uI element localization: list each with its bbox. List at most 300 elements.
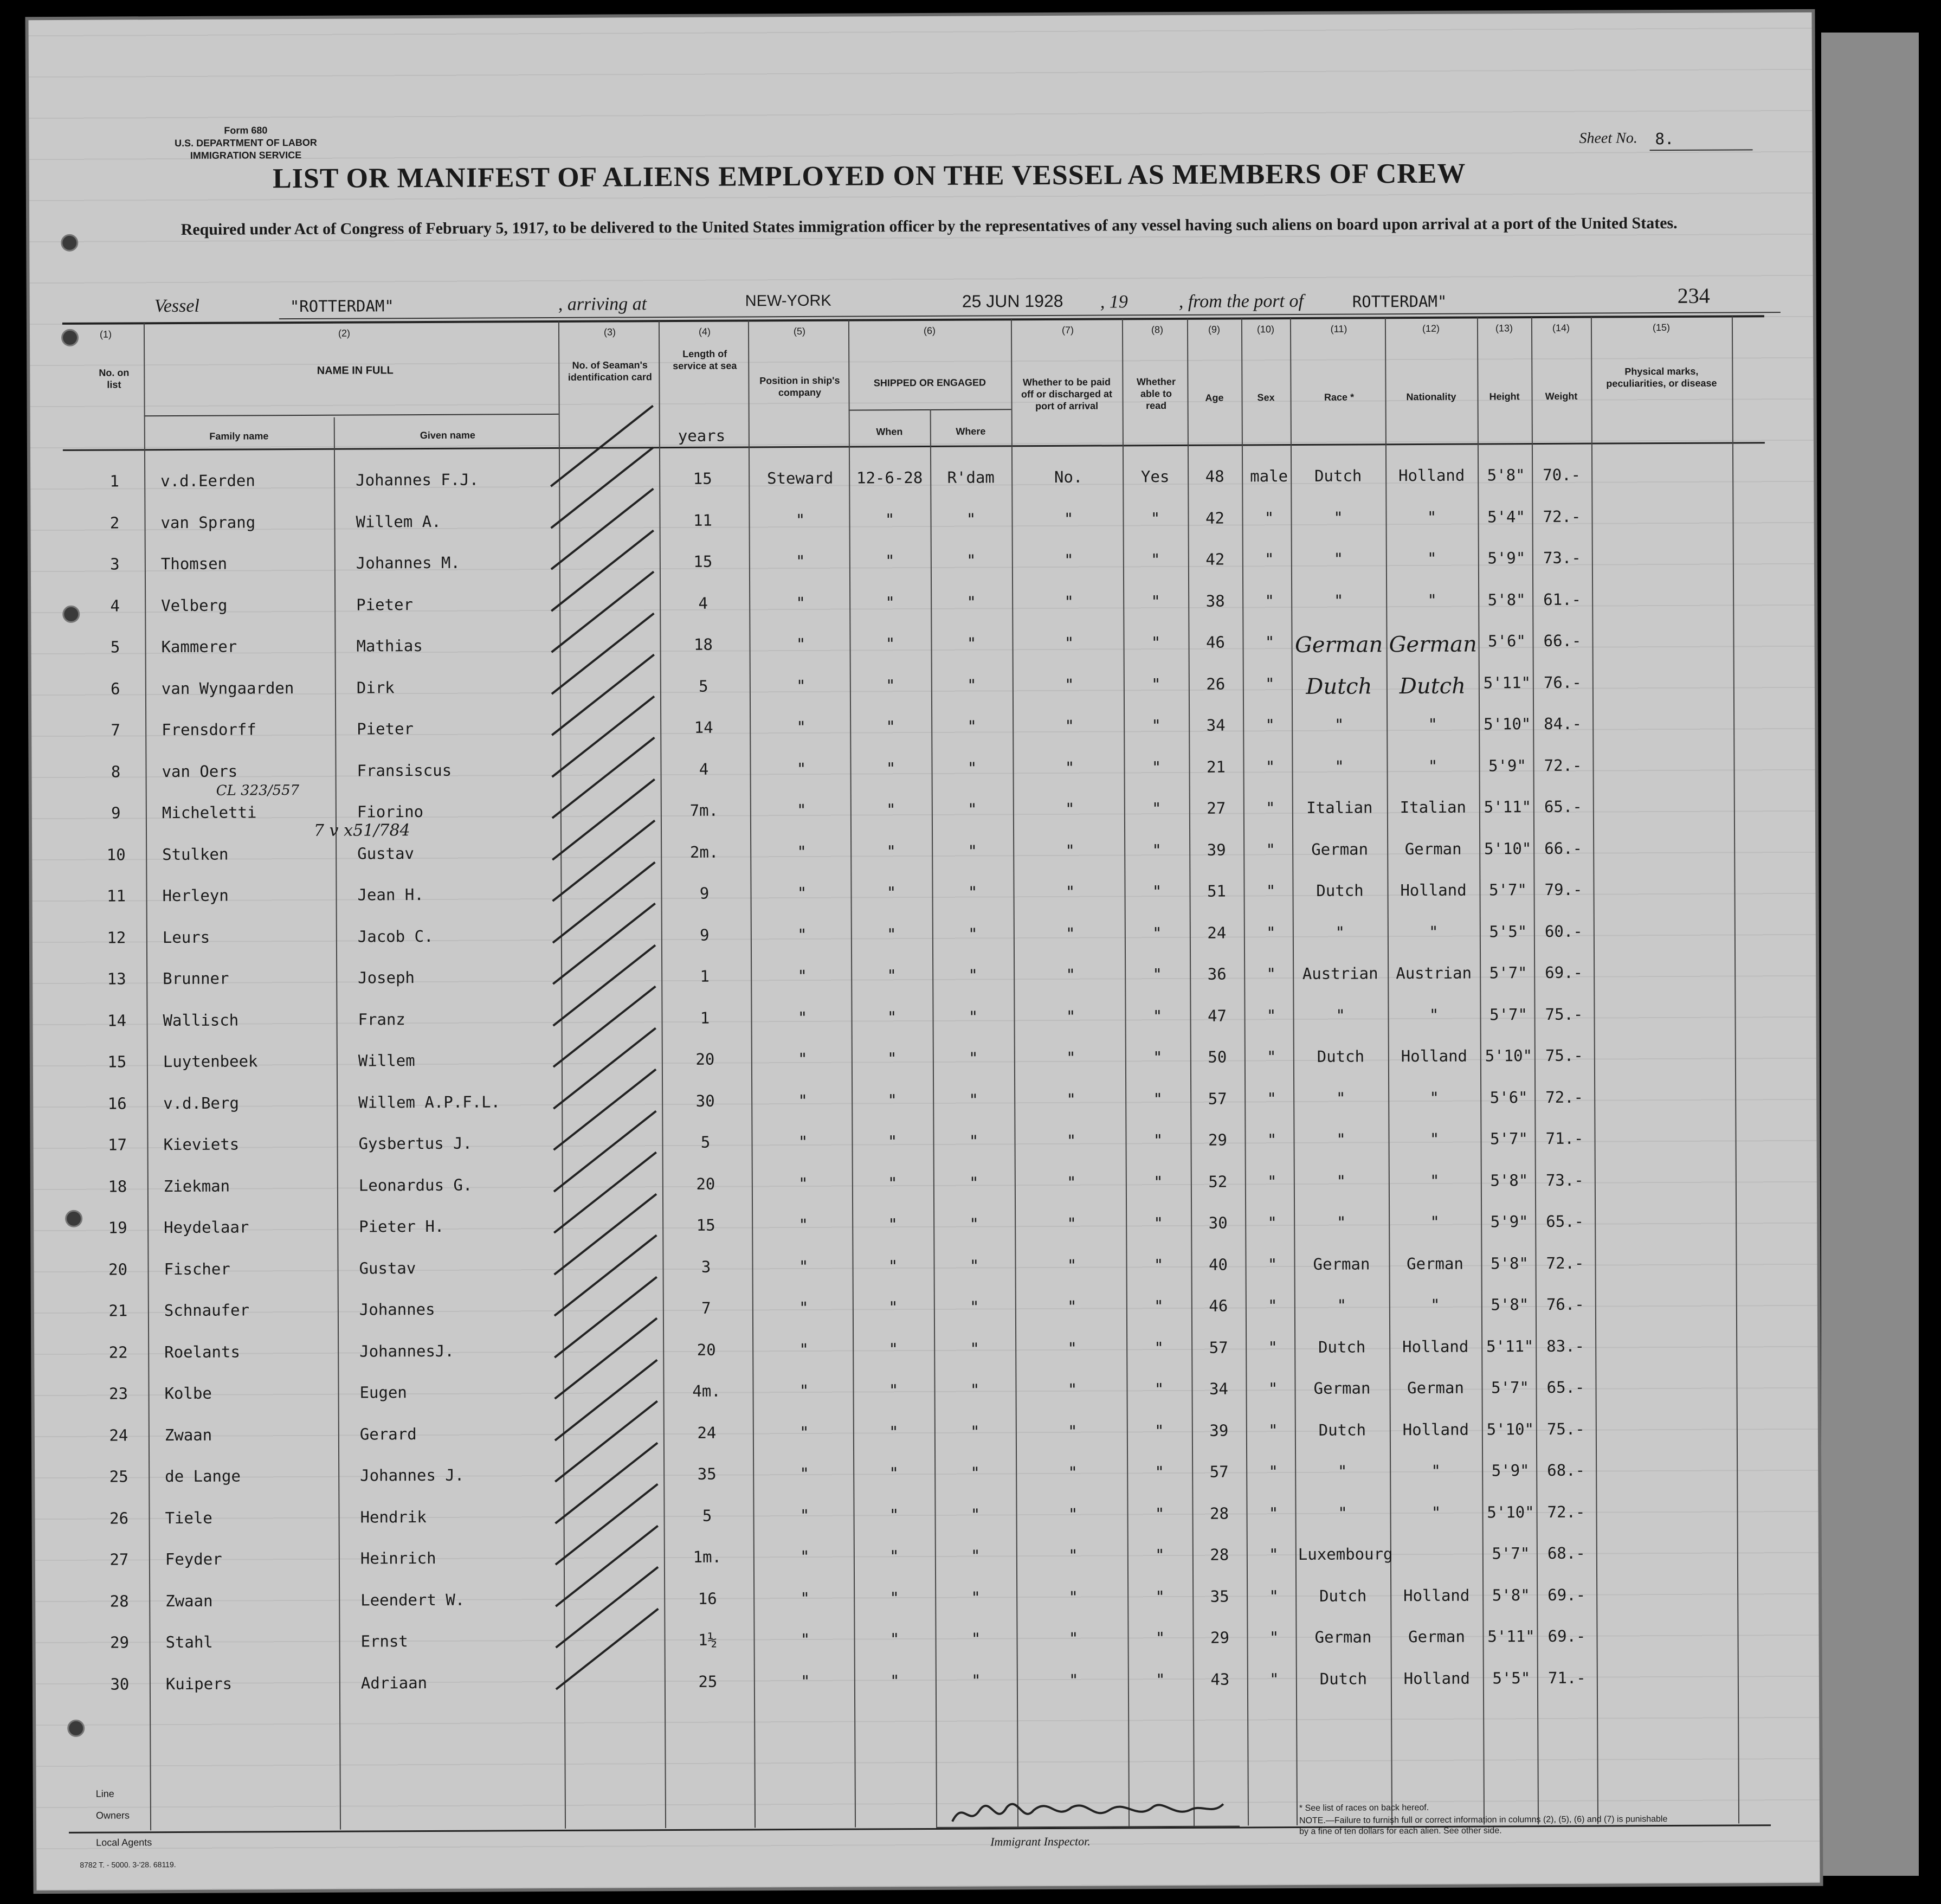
row-number: 28 [109, 1591, 129, 1611]
race: " [1336, 1006, 1345, 1025]
page-title: LIST OR MANIFEST OF ALIENS EMPLOYED ON THE VESSEL AS MEMBERS OF CREW [272, 158, 1466, 195]
shipped-where: " [970, 1505, 981, 1524]
shipped-when: " [888, 1173, 898, 1192]
shipped-when: " [886, 800, 896, 819]
able-to-read: " [1155, 1421, 1164, 1440]
age: 34 [1206, 716, 1226, 735]
paid-off: " [1066, 1007, 1076, 1026]
length-service: 9 [700, 925, 710, 944]
age: 57 [1209, 1462, 1229, 1481]
seaman-id-check-stroke [553, 1027, 656, 1109]
form-number: Form 680 [224, 125, 268, 136]
family-name: Herleyn [162, 886, 229, 905]
height: 5'7" [1490, 1129, 1529, 1148]
position: " [801, 1671, 810, 1690]
header-nationality: Nationality [1406, 391, 1456, 403]
vessel-name: "ROTTERDAM" [289, 297, 394, 316]
nationality: " [1431, 1461, 1441, 1480]
race: " [1336, 1130, 1346, 1149]
able-to-read: " [1152, 799, 1162, 818]
nationality: Holland [1401, 1046, 1468, 1066]
height: 5'11" [1487, 1627, 1535, 1646]
position: " [797, 842, 807, 861]
shipped-where: " [970, 1422, 980, 1441]
age: 40 [1208, 1255, 1228, 1274]
family-name: Roelants [164, 1342, 240, 1361]
weight: 75.- [1545, 1046, 1583, 1065]
col-num: (7) [1061, 324, 1074, 336]
seaman-id-check-stroke [554, 1359, 658, 1441]
position: " [799, 1381, 809, 1400]
age: 38 [1205, 591, 1225, 610]
family-name: Kolbe [164, 1384, 212, 1403]
footer-print-code: 8782 T. - 5000. 3-'28. 68119. [80, 1860, 176, 1869]
race: " [1333, 549, 1344, 568]
position: " [796, 717, 806, 737]
weight: 79.- [1544, 880, 1583, 899]
header-sex: Sex [1257, 392, 1275, 403]
length-service: 4m. [692, 1381, 721, 1400]
family-name: Heydelaar [164, 1218, 249, 1237]
shipped-where: " [970, 1463, 981, 1482]
height: 5'10" [1487, 1502, 1534, 1521]
able-to-read: " [1153, 1089, 1163, 1108]
family-name: Schnaufer [164, 1301, 250, 1320]
weight: 83.- [1546, 1336, 1585, 1355]
seaman-id-check-stroke [554, 1234, 657, 1317]
race: Dutch [1319, 1586, 1367, 1605]
given-name: Gustav [357, 844, 415, 863]
weight: 65.- [1546, 1212, 1584, 1231]
height: 5'5" [1492, 1668, 1531, 1687]
length-service: 1m. [693, 1547, 722, 1566]
shipped-where: " [968, 924, 978, 943]
position: " [797, 1008, 808, 1027]
length-service: 4 [698, 594, 708, 613]
shipped-where: R'dam [947, 468, 995, 487]
position: " [798, 1257, 809, 1276]
shipped-when: " [888, 1381, 899, 1400]
seaman-id-check-stroke [552, 861, 656, 943]
seaman-id-check-stroke [551, 695, 655, 777]
shipped-where: " [971, 1671, 981, 1690]
sex: " [1269, 1545, 1279, 1564]
able-to-read: " [1151, 757, 1162, 776]
paid-off: " [1067, 1339, 1078, 1358]
length-service: 15 [693, 552, 713, 571]
col-divider [659, 321, 666, 1828]
shipped-where: " [966, 510, 976, 529]
shipped-when: " [890, 1671, 900, 1690]
row-number: 18 [108, 1176, 127, 1196]
able-to-read: " [1152, 1006, 1163, 1025]
race: Luxembourg [1298, 1545, 1393, 1564]
able-to-read: " [1154, 1297, 1164, 1316]
shipped-where: " [968, 883, 978, 902]
row-number: 7 [111, 721, 121, 739]
nationality: German [1408, 1627, 1465, 1646]
age: 50 [1208, 1047, 1227, 1066]
position: " [799, 1298, 809, 1317]
race: Austrian [1302, 964, 1378, 983]
age: 43 [1210, 1670, 1230, 1689]
nationality: Holland [1400, 880, 1467, 900]
row-number: 20 [108, 1259, 128, 1279]
length-service: 7m. [689, 801, 719, 820]
paid-off: " [1066, 965, 1075, 984]
race: Dutch [1318, 1420, 1366, 1439]
shipped-where: " [968, 841, 977, 860]
able-to-read: " [1151, 633, 1161, 652]
given-name: Leendert W. [360, 1590, 465, 1610]
seaman-id-check-stroke [555, 1525, 659, 1607]
weight: 66.- [1544, 839, 1583, 858]
header-name-in-full: NAME IN FULL [317, 364, 394, 377]
length-service: 11 [693, 511, 713, 530]
length-service: 20 [697, 1340, 716, 1359]
age: 35 [1210, 1587, 1229, 1606]
sex: " [1267, 1047, 1276, 1066]
race: German [1313, 1254, 1370, 1273]
row-number: 16 [107, 1093, 127, 1113]
position: " [799, 1423, 809, 1442]
age: 46 [1209, 1296, 1228, 1315]
race: " [1337, 1462, 1347, 1481]
header-family-name: Family name [209, 430, 269, 442]
paid-off: " [1066, 924, 1075, 943]
seaman-id-check-stroke [551, 529, 654, 612]
race: Dutch [1314, 466, 1362, 485]
height: 5'9" [1491, 1461, 1530, 1480]
row-number: 5 [110, 638, 120, 657]
position: " [797, 800, 807, 820]
age: 29 [1210, 1628, 1230, 1647]
binder-hole [61, 234, 78, 252]
able-to-read: " [1155, 1504, 1165, 1523]
family-name: Brunner [163, 969, 229, 988]
paid-off: " [1065, 675, 1074, 694]
given-name: Adriaan [360, 1673, 428, 1693]
age: 42 [1205, 509, 1225, 528]
shipped-when: " [889, 1505, 899, 1524]
weight: 72.- [1546, 1253, 1584, 1272]
seaman-id-check-stroke [555, 1566, 659, 1649]
family-name: Kuipers [165, 1674, 233, 1693]
family-name: Zwaan [165, 1591, 213, 1610]
sex: " [1266, 1006, 1276, 1025]
height: 5'6" [1488, 632, 1526, 651]
age: 39 [1207, 840, 1226, 859]
weight: 68.- [1547, 1543, 1585, 1562]
paid-off: " [1066, 1131, 1076, 1150]
nationality: Holland [1402, 1420, 1469, 1439]
paid-off: " [1068, 1629, 1079, 1648]
able-to-read: " [1154, 1338, 1164, 1357]
family-name: Kieviets [163, 1135, 240, 1154]
shipped-where: " [966, 593, 976, 612]
col-divider [930, 409, 937, 1827]
col-num: (13) [1495, 323, 1513, 334]
row-number: 8 [111, 762, 121, 781]
given-name: Johannes J. [360, 1465, 465, 1485]
height: 5'7" [1489, 1005, 1528, 1024]
length-service: 5 [699, 677, 708, 696]
given-name: Leonardus G. [358, 1175, 473, 1195]
able-to-read: " [1153, 1214, 1163, 1233]
length-service: 15 [693, 469, 712, 488]
shipped-when: " [886, 717, 895, 736]
paid-off: " [1063, 509, 1074, 528]
nationality: " [1429, 1129, 1440, 1148]
shipped-where: " [967, 717, 977, 736]
position: " [799, 1340, 809, 1359]
row-number: 3 [110, 555, 120, 574]
shipped-when: " [888, 1298, 898, 1317]
weight: 71.- [1545, 1129, 1584, 1148]
able-to-read: " [1155, 1546, 1165, 1565]
race: Dutch [1318, 1337, 1366, 1356]
row-number: 24 [109, 1425, 128, 1445]
adjacent-page-edge [1821, 33, 1919, 1876]
seaman-id-check-stroke [551, 488, 654, 570]
length-service: 24 [697, 1423, 717, 1442]
sex: " [1265, 716, 1275, 735]
footer-owners-label: Owners [95, 1810, 130, 1821]
seaman-id-check-stroke [552, 737, 655, 819]
shipped-when: " [887, 924, 897, 943]
length-service: 18 [693, 635, 713, 654]
paid-off: " [1068, 1587, 1079, 1606]
shipped-where: " [970, 1297, 979, 1316]
row-number: 27 [109, 1550, 129, 1569]
sex: " [1268, 1420, 1278, 1439]
position: " [796, 551, 805, 571]
binder-hole [67, 1720, 85, 1737]
length-service: 7 [701, 1298, 711, 1317]
weight: 69.- [1547, 1626, 1586, 1645]
able-to-read: " [1152, 882, 1162, 901]
shipped-where: " [969, 1256, 979, 1275]
position: " [798, 1174, 808, 1193]
race: Dutch [1319, 1669, 1368, 1688]
nationality: " [1427, 507, 1437, 526]
given-name: Gustav [359, 1258, 416, 1278]
shipped-when: " [885, 634, 895, 653]
paid-off: " [1068, 1546, 1078, 1565]
able-to-read: " [1152, 840, 1162, 859]
shipped-where: " [971, 1588, 981, 1607]
shipped-where: " [966, 551, 976, 570]
given-name: Ernst [360, 1632, 408, 1651]
col-divider [144, 323, 151, 1830]
weight: 75.- [1546, 1419, 1585, 1438]
paid-off: " [1067, 1256, 1077, 1275]
given-name: Pieter [357, 719, 414, 738]
seaman-id-check-stroke [554, 1442, 658, 1524]
seaman-id-check-stroke [553, 1193, 657, 1275]
sex: " [1268, 1462, 1278, 1481]
col-divider [1732, 316, 1739, 1823]
paid-off: No. [1054, 467, 1083, 486]
row-number: 15 [107, 1052, 127, 1071]
family-name: Thomsen [160, 554, 228, 574]
able-to-read: " [1154, 1380, 1164, 1399]
shipped-when: " [885, 593, 895, 612]
sex: " [1268, 1379, 1278, 1398]
nationality: " [1427, 590, 1437, 609]
weight: 72.- [1544, 756, 1582, 775]
weight: 76.- [1543, 673, 1582, 692]
paid-off: " [1065, 758, 1075, 777]
weight: 76.- [1546, 1295, 1584, 1314]
length-service: 4 [699, 760, 709, 779]
height: 5'7" [1491, 1378, 1530, 1397]
col-num: (6) [923, 325, 936, 336]
nationality: Holland [1403, 1586, 1470, 1605]
given-name: Johannes [359, 1300, 435, 1319]
nationality: Austrian [1396, 963, 1472, 983]
able-to-read: " [1151, 716, 1161, 735]
family-name: Stahl [165, 1632, 213, 1652]
position: " [799, 1506, 810, 1525]
position: " [800, 1630, 810, 1649]
height: 5'7" [1489, 880, 1527, 899]
given-name: Hendrik [360, 1507, 427, 1527]
shipped-where: " [969, 1049, 978, 1067]
row-number: 1 [109, 472, 120, 491]
weight: 70.- [1543, 465, 1581, 485]
family-name: Fischer [164, 1259, 230, 1278]
row-number: 26 [109, 1508, 129, 1528]
nationality: " [1427, 549, 1437, 568]
position: " [798, 1091, 808, 1110]
height: 5'9" [1490, 1212, 1529, 1231]
seaman-id-check-stroke [551, 612, 655, 694]
weight: 72.- [1543, 507, 1581, 526]
sex: " [1267, 1255, 1278, 1273]
paid-off: " [1067, 1297, 1077, 1316]
sex: " [1266, 840, 1275, 859]
length-service: 5 [702, 1506, 712, 1525]
header-bottom-border [63, 442, 1765, 451]
family-name: Velberg [161, 596, 228, 615]
paid-off: " [1068, 1421, 1078, 1440]
sex: " [1267, 1130, 1277, 1149]
shipped-when: " [889, 1464, 899, 1483]
family-name: Luytenbeek [163, 1052, 258, 1071]
height: 5'11" [1484, 797, 1532, 816]
race: Dutch [1306, 673, 1372, 699]
header-years: years [678, 426, 726, 445]
col-num: (12) [1422, 323, 1440, 334]
row-number: 25 [109, 1467, 128, 1486]
race: Italian [1306, 798, 1373, 817]
shipped-when: " [889, 1422, 899, 1441]
row8-note: CL 323/557 [216, 782, 300, 799]
nationality: German [1389, 632, 1477, 658]
seaman-id-check-stroke [553, 1069, 656, 1151]
age: 46 [1205, 633, 1226, 652]
sex: " [1269, 1628, 1279, 1647]
shipped-where: " [971, 1546, 981, 1565]
family-name: Zwaan [164, 1425, 212, 1444]
shipped-where: " [971, 1629, 981, 1648]
header-race: Race * [1324, 391, 1355, 403]
from-port-label: , from the port of [1178, 291, 1304, 312]
given-name: Fiorino [357, 802, 424, 821]
binder-hole [65, 1210, 82, 1227]
age: 48 [1205, 467, 1224, 486]
header-age: Age [1205, 392, 1224, 403]
binder-hole [61, 329, 79, 346]
age: 28 [1210, 1545, 1229, 1564]
age: 30 [1208, 1213, 1228, 1232]
age: 29 [1208, 1130, 1228, 1149]
able-to-read: " [1155, 1629, 1165, 1648]
race: " [1334, 757, 1344, 776]
given-name: Fransiscus [357, 761, 452, 780]
vessel-label: Vessel [154, 295, 199, 317]
given-name: Mathias [356, 636, 423, 655]
col-divider [334, 417, 341, 1830]
race: German [1311, 839, 1369, 859]
col-num: (10) [1256, 324, 1275, 335]
col-num: (14) [1552, 322, 1570, 333]
height: 5'8" [1490, 1170, 1529, 1189]
binder-hole [62, 606, 80, 623]
seaman-id-check-stroke [550, 405, 654, 487]
able-to-read: " [1152, 923, 1162, 942]
position: " [797, 966, 808, 986]
row-number: 14 [107, 1011, 127, 1030]
nationality: German [1407, 1254, 1463, 1273]
seaman-id-check-stroke [554, 1317, 657, 1400]
able-to-read: " [1156, 1670, 1165, 1689]
seaman-id-check-stroke [551, 571, 654, 653]
service: IMMIGRATION SERVICE [190, 149, 302, 161]
family-name: Tiele [165, 1508, 212, 1527]
footer-agents-label: Local Agents [96, 1837, 152, 1848]
shipped-when: " [887, 1049, 897, 1068]
shipped-when: " [889, 1630, 900, 1649]
header-height: Height [1489, 391, 1520, 402]
height: 5'8" [1491, 1253, 1529, 1272]
seaman-id-check-stroke [553, 986, 656, 1068]
length-service: 3 [701, 1257, 711, 1276]
weight: 71.- [1547, 1668, 1586, 1687]
given-name: Jacob C. [357, 927, 434, 946]
race: " [1336, 1172, 1346, 1191]
seaman-id-check-stroke [552, 820, 655, 902]
family-name: Wallisch [163, 1011, 239, 1030]
given-name: Eugen [359, 1383, 407, 1402]
row-number: 9 [111, 803, 121, 822]
weight: 84.- [1544, 714, 1582, 734]
family-name: van Sprang [160, 512, 256, 532]
nationality: German [1407, 1378, 1464, 1398]
row-number: 11 [106, 886, 126, 905]
nationality: Holland [1402, 1337, 1469, 1356]
height: 5'10" [1486, 1419, 1534, 1438]
able-to-read: " [1152, 965, 1162, 984]
sex: " [1264, 508, 1274, 527]
race: German [1313, 1379, 1371, 1398]
shipped-where: " [969, 1131, 979, 1150]
nationality: " [1429, 1088, 1439, 1107]
sex: " [1269, 1669, 1279, 1688]
sex: " [1265, 591, 1274, 610]
header-seaman-id: No. of Seaman's identification card [568, 359, 652, 383]
